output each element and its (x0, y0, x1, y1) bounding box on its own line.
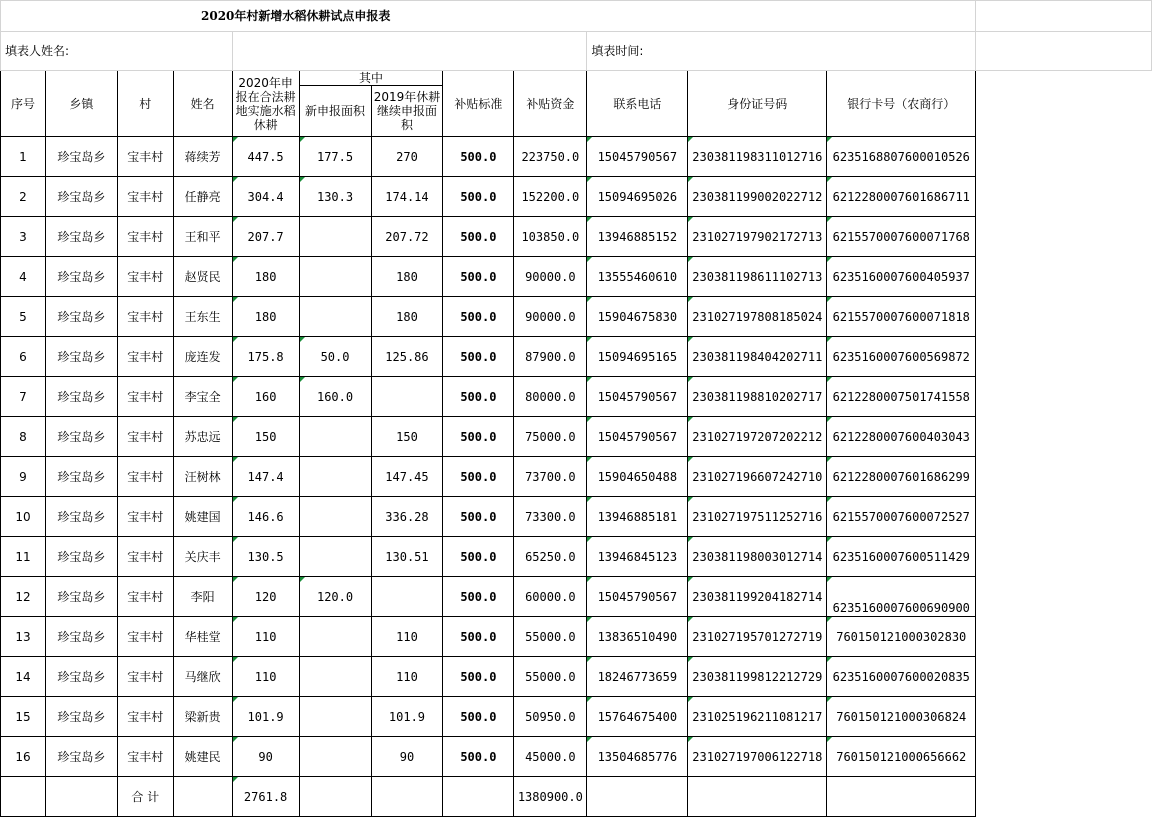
row-standard-cell[interactable]: 500.0 (443, 617, 514, 657)
header-township: 乡镇 (45, 71, 117, 137)
row-name-cell[interactable]: 苏忠远 (173, 417, 232, 457)
row-standard-cell[interactable]: 500.0 (443, 177, 514, 217)
row-new-area-cell[interactable] (299, 697, 371, 737)
row-card-cell[interactable]: 760150121000656662 (827, 737, 976, 777)
row-cont-area-cell[interactable]: 110 (371, 617, 443, 657)
row-area-cell[interactable]: 180 (232, 297, 299, 337)
empty-cell (976, 737, 1152, 777)
empty-cell (976, 71, 1152, 86)
row-name-cell[interactable]: 任静亮 (173, 177, 232, 217)
table-row (1, 177, 1152, 217)
row-area-cell[interactable]: 207.7 (232, 217, 299, 257)
row-township-cell[interactable]: 珍宝岛乡 (45, 537, 117, 577)
row-card-cell[interactable]: 6215570007600071768 (827, 217, 976, 257)
row-funds-cell[interactable]: 103850.0 (514, 217, 587, 257)
empty-cell (173, 777, 232, 817)
row-new-area-cell[interactable] (299, 617, 371, 657)
row-new-area-cell[interactable] (299, 417, 371, 457)
row-phone-cell[interactable]: 13946885152 (587, 217, 688, 257)
empty-cell (976, 417, 1152, 457)
row-funds-cell[interactable]: 60000.0 (514, 577, 587, 617)
row-funds-cell[interactable]: 73300.0 (514, 497, 587, 537)
row-standard-cell[interactable]: 500.0 (443, 297, 514, 337)
row-name-cell[interactable]: 王东生 (173, 297, 232, 337)
row-cont-area-cell[interactable] (371, 577, 443, 617)
table-row (1, 497, 1152, 537)
row-area-cell[interactable]: 101.9 (232, 697, 299, 737)
row-id-cell[interactable]: 230381199002022712 (688, 177, 827, 217)
row-id-cell[interactable]: 230381198003012714 (688, 537, 827, 577)
row-area-cell[interactable]: 110 (232, 657, 299, 697)
row-area-cell[interactable]: 147.4 (232, 457, 299, 497)
empty-cell (976, 257, 1152, 297)
row-phone-cell[interactable]: 18246773659 (587, 657, 688, 697)
row-new-area-cell[interactable]: 130.3 (299, 177, 371, 217)
row-id-cell[interactable]: 231027196607242710 (688, 457, 827, 497)
row-new-area-cell[interactable] (299, 297, 371, 337)
header-id: 身份证号码 (688, 71, 827, 137)
row-cont-area-cell[interactable]: 174.14 (371, 177, 443, 217)
row-name-cell[interactable]: 庞连发 (173, 337, 232, 377)
table-row (1, 137, 1152, 177)
row-seq-cell[interactable]: 4 (1, 257, 46, 297)
row-new-area-cell[interactable]: 177.5 (299, 137, 371, 177)
table-row (1, 697, 1152, 737)
row-village-cell[interactable]: 宝丰村 (117, 577, 173, 617)
row-cont-area-cell[interactable]: 180 (371, 257, 443, 297)
row-standard-cell[interactable]: 500.0 (443, 737, 514, 777)
table-row (1, 257, 1152, 297)
row-phone-cell[interactable]: 15094695026 (587, 177, 688, 217)
row-card-cell[interactable]: 6235160007600020835 (827, 657, 976, 697)
row-id-cell[interactable]: 231027197511252716 (688, 497, 827, 537)
table-row (1, 377, 1152, 417)
row-card-cell[interactable]: 6235160007600405937 (827, 257, 976, 297)
row-cont-area-cell[interactable]: 101.9 (371, 697, 443, 737)
empty-cell (976, 1, 1152, 32)
header-group: 其中 (299, 71, 443, 86)
row-card-cell[interactable]: 6215570007600071818 (827, 297, 976, 337)
row-seq-cell[interactable]: 11 (1, 537, 46, 577)
row-seq-cell[interactable]: 10 (1, 497, 46, 537)
empty-cell (976, 617, 1152, 657)
row-standard-cell[interactable]: 500.0 (443, 657, 514, 697)
table-row (1, 297, 1152, 337)
row-township-cell[interactable]: 珍宝岛乡 (45, 577, 117, 617)
empty-cell (443, 777, 514, 817)
row-phone-cell[interactable]: 15045790567 (587, 417, 688, 457)
row-id-cell[interactable]: 231027197207202212 (688, 417, 827, 457)
row-township-cell[interactable]: 珍宝岛乡 (45, 137, 117, 177)
row-phone-cell[interactable]: 13946885181 (587, 497, 688, 537)
empty-cell (45, 777, 117, 817)
row-phone-cell[interactable]: 13836510490 (587, 617, 688, 657)
row-seq-cell[interactable]: 15 (1, 697, 46, 737)
empty-cell (976, 457, 1152, 497)
row-cont-area-cell[interactable]: 147.45 (371, 457, 443, 497)
row-village-cell[interactable]: 宝丰村 (117, 177, 173, 217)
row-funds-cell[interactable]: 87900.0 (514, 337, 587, 377)
row-id-cell[interactable]: 230381198810202717 (688, 377, 827, 417)
row-area-cell[interactable]: 160 (232, 377, 299, 417)
header-new-area: 新申报面积 (299, 86, 371, 137)
row-card-cell[interactable]: 6212280007601686299 (827, 457, 976, 497)
row-village-cell[interactable]: 宝丰村 (117, 737, 173, 777)
row-seq-cell[interactable]: 6 (1, 337, 46, 377)
row-funds-cell[interactable]: 55000.0 (514, 617, 587, 657)
row-cont-area-cell[interactable]: 270 (371, 137, 443, 177)
row-township-cell[interactable]: 珍宝岛乡 (45, 697, 117, 737)
empty-cell (976, 537, 1152, 577)
row-funds-cell[interactable]: 75000.0 (514, 417, 587, 457)
table-row (1, 337, 1152, 377)
row-cont-area-cell[interactable]: 336.28 (371, 497, 443, 537)
row-village-cell[interactable]: 宝丰村 (117, 537, 173, 577)
row-village-cell[interactable]: 宝丰村 (117, 497, 173, 537)
row-id-cell[interactable]: 231025196211081217 (688, 697, 827, 737)
table-row (1, 417, 1152, 457)
row-area-cell[interactable]: 180 (232, 257, 299, 297)
row-new-area-cell[interactable] (299, 217, 371, 257)
row-phone-cell[interactable]: 15045790567 (587, 137, 688, 177)
row-township-cell[interactable]: 珍宝岛乡 (45, 497, 117, 537)
empty-cell (299, 777, 371, 817)
empty-cell (976, 377, 1152, 417)
empty-cell (976, 777, 1152, 817)
row-cont-area-cell[interactable]: 125.86 (371, 337, 443, 377)
empty-cell (976, 137, 1152, 177)
fill-time-label: 填表时间: (587, 32, 976, 71)
row-seq-cell[interactable]: 14 (1, 657, 46, 697)
row-funds-cell[interactable]: 55000.0 (514, 657, 587, 697)
header-funds: 补贴资金 (514, 71, 587, 137)
row-standard-cell[interactable]: 500.0 (443, 217, 514, 257)
header-card: 银行卡号（农商行） (827, 71, 976, 137)
row-id-cell[interactable]: 230381198311012716 (688, 137, 827, 177)
row-phone-cell[interactable]: 13555460610 (587, 257, 688, 297)
row-standard-cell[interactable]: 500.0 (443, 537, 514, 577)
table-row (1, 737, 1152, 777)
row-area-cell[interactable]: 146.6 (232, 497, 299, 537)
row-village-cell[interactable]: 宝丰村 (117, 257, 173, 297)
row-township-cell[interactable]: 珍宝岛乡 (45, 297, 117, 337)
row-card-cell[interactable]: 6235160007600511429 (827, 537, 976, 577)
row-cont-area-cell[interactable]: 110 (371, 657, 443, 697)
header-standard: 补贴标准 (443, 71, 514, 137)
row-new-area-cell[interactable] (299, 737, 371, 777)
empty-cell (976, 337, 1152, 377)
row-card-cell[interactable]: 6212280007501741558 (827, 377, 976, 417)
row-name-cell[interactable]: 马继欣 (173, 657, 232, 697)
header-phone: 联系电话 (587, 71, 688, 137)
row-cont-area-cell[interactable]: 90 (371, 737, 443, 777)
empty-cell (688, 777, 827, 817)
row-area-cell[interactable]: 304.4 (232, 177, 299, 217)
row-new-area-cell[interactable] (299, 497, 371, 537)
row-name-cell[interactable]: 李宝全 (173, 377, 232, 417)
row-standard-cell[interactable]: 500.0 (443, 457, 514, 497)
empty-cell (976, 657, 1152, 697)
row-id-cell[interactable]: 231027197808185024 (688, 297, 827, 337)
row-standard-cell[interactable]: 500.0 (443, 697, 514, 737)
header-seq: 序号 (1, 71, 46, 137)
row-village-cell[interactable]: 宝丰村 (117, 657, 173, 697)
row-name-cell[interactable]: 华桂堂 (173, 617, 232, 657)
row-name-cell[interactable]: 梁新贵 (173, 697, 232, 737)
filler-name-label: 填表人姓名: (1, 32, 233, 71)
table-row (1, 457, 1152, 497)
row-area-cell[interactable]: 175.8 (232, 337, 299, 377)
row-village-cell[interactable]: 宝丰村 (117, 337, 173, 377)
empty-cell (827, 777, 976, 817)
total-area: 2761.8 (232, 777, 299, 817)
header-area: 2020年申报在合法耕地实施水稻休耕 (232, 71, 299, 137)
row-village-cell[interactable]: 宝丰村 (117, 417, 173, 457)
row-village-cell[interactable]: 宝丰村 (117, 457, 173, 497)
row-funds-cell[interactable]: 90000.0 (514, 297, 587, 337)
row-area-cell[interactable]: 150 (232, 417, 299, 457)
row-name-cell[interactable]: 李阳 (173, 577, 232, 617)
row-seq-cell[interactable]: 5 (1, 297, 46, 337)
row-card-cell[interactable]: 6235160007600569872 (827, 337, 976, 377)
row-seq-cell[interactable]: 1 (1, 137, 46, 177)
row-funds-cell[interactable]: 65250.0 (514, 537, 587, 577)
row-village-cell[interactable]: 宝丰村 (117, 217, 173, 257)
row-seq-cell[interactable]: 13 (1, 617, 46, 657)
row-funds-cell[interactable]: 45000.0 (514, 737, 587, 777)
row-cont-area-cell[interactable]: 180 (371, 297, 443, 337)
row-seq-cell[interactable]: 12 (1, 577, 46, 617)
row-area-cell[interactable]: 447.5 (232, 137, 299, 177)
row-card-cell[interactable]: 6235160007600690900 (827, 577, 976, 617)
header-name: 姓名 (173, 71, 232, 137)
total-label: 合 计 (117, 777, 173, 817)
row-id-cell[interactable]: 231027197902172713 (688, 217, 827, 257)
row-name-cell[interactable]: 蒋续芳 (173, 137, 232, 177)
row-standard-cell[interactable]: 500.0 (443, 137, 514, 177)
empty-cell (976, 497, 1152, 537)
row-funds-cell[interactable]: 80000.0 (514, 377, 587, 417)
row-cont-area-cell[interactable]: 130.51 (371, 537, 443, 577)
row-new-area-cell[interactable]: 120.0 (299, 577, 371, 617)
row-standard-cell[interactable]: 500.0 (443, 577, 514, 617)
row-township-cell[interactable]: 珍宝岛乡 (45, 657, 117, 697)
row-standard-cell[interactable]: 500.0 (443, 257, 514, 297)
row-township-cell[interactable]: 珍宝岛乡 (45, 217, 117, 257)
row-seq-cell[interactable]: 7 (1, 377, 46, 417)
row-id-cell[interactable]: 231027195701272719 (688, 617, 827, 657)
row-card-cell[interactable]: 6212280007601686711 (827, 177, 976, 217)
page-title: 2020年村新增水稻休耕试点申报表 (1, 1, 976, 32)
row-standard-cell[interactable]: 500.0 (443, 337, 514, 377)
header-cont-area: 2019年休耕继续申报面积 (371, 86, 443, 137)
row-funds-cell[interactable]: 152200.0 (514, 177, 587, 217)
row-township-cell[interactable]: 珍宝岛乡 (45, 737, 117, 777)
row-id-cell[interactable]: 230381199204182714 (688, 577, 827, 617)
row-card-cell[interactable]: 6212280007600403043 (827, 417, 976, 457)
filler-name-value[interactable] (232, 32, 587, 71)
row-township-cell[interactable]: 珍宝岛乡 (45, 617, 117, 657)
row-standard-cell[interactable]: 500.0 (443, 497, 514, 537)
row-phone-cell[interactable]: 15904675830 (587, 297, 688, 337)
row-village-cell[interactable]: 宝丰村 (117, 617, 173, 657)
row-name-cell[interactable]: 姚建民 (173, 737, 232, 777)
row-cont-area-cell[interactable] (371, 377, 443, 417)
row-phone-cell[interactable]: 15045790567 (587, 377, 688, 417)
row-seq-cell[interactable]: 3 (1, 217, 46, 257)
header-village: 村 (117, 71, 173, 137)
row-new-area-cell[interactable] (299, 537, 371, 577)
empty-cell (371, 777, 443, 817)
empty-cell (976, 697, 1152, 737)
row-area-cell[interactable]: 120 (232, 577, 299, 617)
table-row (1, 617, 1152, 657)
row-village-cell[interactable]: 宝丰村 (117, 297, 173, 337)
empty-cell (587, 777, 688, 817)
row-phone-cell[interactable]: 13946845123 (587, 537, 688, 577)
row-id-cell[interactable]: 230381198404202711 (688, 337, 827, 377)
row-new-area-cell[interactable] (299, 457, 371, 497)
empty-cell (976, 217, 1152, 257)
row-id-cell[interactable]: 230381198611102713 (688, 257, 827, 297)
row-cont-area-cell[interactable]: 207.72 (371, 217, 443, 257)
row-new-area-cell[interactable]: 50.0 (299, 337, 371, 377)
row-id-cell[interactable]: 231027197006122718 (688, 737, 827, 777)
row-new-area-cell[interactable] (299, 657, 371, 697)
row-name-cell[interactable]: 姚建国 (173, 497, 232, 537)
row-phone-cell[interactable]: 13504685776 (587, 737, 688, 777)
row-card-cell[interactable]: 6235168807600010526 (827, 137, 976, 177)
row-name-cell[interactable]: 汪树林 (173, 457, 232, 497)
row-township-cell[interactable]: 珍宝岛乡 (45, 377, 117, 417)
row-township-cell[interactable]: 珍宝岛乡 (45, 417, 117, 457)
row-id-cell[interactable]: 230381199812212729 (688, 657, 827, 697)
row-funds-cell[interactable]: 223750.0 (514, 137, 587, 177)
row-seq-cell[interactable]: 16 (1, 737, 46, 777)
row-card-cell[interactable]: 6215570007600072527 (827, 497, 976, 537)
row-funds-cell[interactable]: 50950.0 (514, 697, 587, 737)
row-township-cell[interactable]: 珍宝岛乡 (45, 257, 117, 297)
empty-cell (976, 177, 1152, 217)
empty-cell (976, 32, 1152, 71)
row-township-cell[interactable]: 珍宝岛乡 (45, 177, 117, 217)
row-seq-cell[interactable]: 9 (1, 457, 46, 497)
row-funds-cell[interactable]: 90000.0 (514, 257, 587, 297)
empty-cell (1, 777, 46, 817)
row-cont-area-cell[interactable]: 150 (371, 417, 443, 457)
row-name-cell[interactable]: 王和平 (173, 217, 232, 257)
empty-cell (976, 577, 1152, 617)
row-village-cell[interactable]: 宝丰村 (117, 377, 173, 417)
row-phone-cell[interactable]: 15094695165 (587, 337, 688, 377)
total-row (1, 777, 1152, 817)
table-row (1, 577, 1152, 617)
row-seq-cell[interactable]: 8 (1, 417, 46, 457)
row-area-cell[interactable]: 110 (232, 617, 299, 657)
total-funds: 1380900.0 (514, 777, 587, 817)
empty-cell (976, 297, 1152, 337)
table-row (1, 537, 1152, 577)
row-name-cell[interactable]: 赵贤民 (173, 257, 232, 297)
row-funds-cell[interactable]: 73700.0 (514, 457, 587, 497)
row-standard-cell[interactable]: 500.0 (443, 377, 514, 417)
row-new-area-cell[interactable]: 160.0 (299, 377, 371, 417)
row-card-cell[interactable]: 760150121000302830 (827, 617, 976, 657)
row-phone-cell[interactable]: 15045790567 (587, 577, 688, 617)
row-township-cell[interactable]: 珍宝岛乡 (45, 457, 117, 497)
row-card-cell[interactable]: 760150121000306824 (827, 697, 976, 737)
row-area-cell[interactable]: 130.5 (232, 537, 299, 577)
row-area-cell[interactable]: 90 (232, 737, 299, 777)
row-phone-cell[interactable]: 15764675400 (587, 697, 688, 737)
row-phone-cell[interactable]: 15904650488 (587, 457, 688, 497)
row-seq-cell[interactable]: 2 (1, 177, 46, 217)
row-village-cell[interactable]: 宝丰村 (117, 697, 173, 737)
table-row (1, 657, 1152, 697)
row-new-area-cell[interactable] (299, 257, 371, 297)
row-name-cell[interactable]: 关庆丰 (173, 537, 232, 577)
table-row (1, 217, 1152, 257)
row-village-cell[interactable]: 宝丰村 (117, 137, 173, 177)
row-township-cell[interactable]: 珍宝岛乡 (45, 337, 117, 377)
row-standard-cell[interactable]: 500.0 (443, 417, 514, 457)
